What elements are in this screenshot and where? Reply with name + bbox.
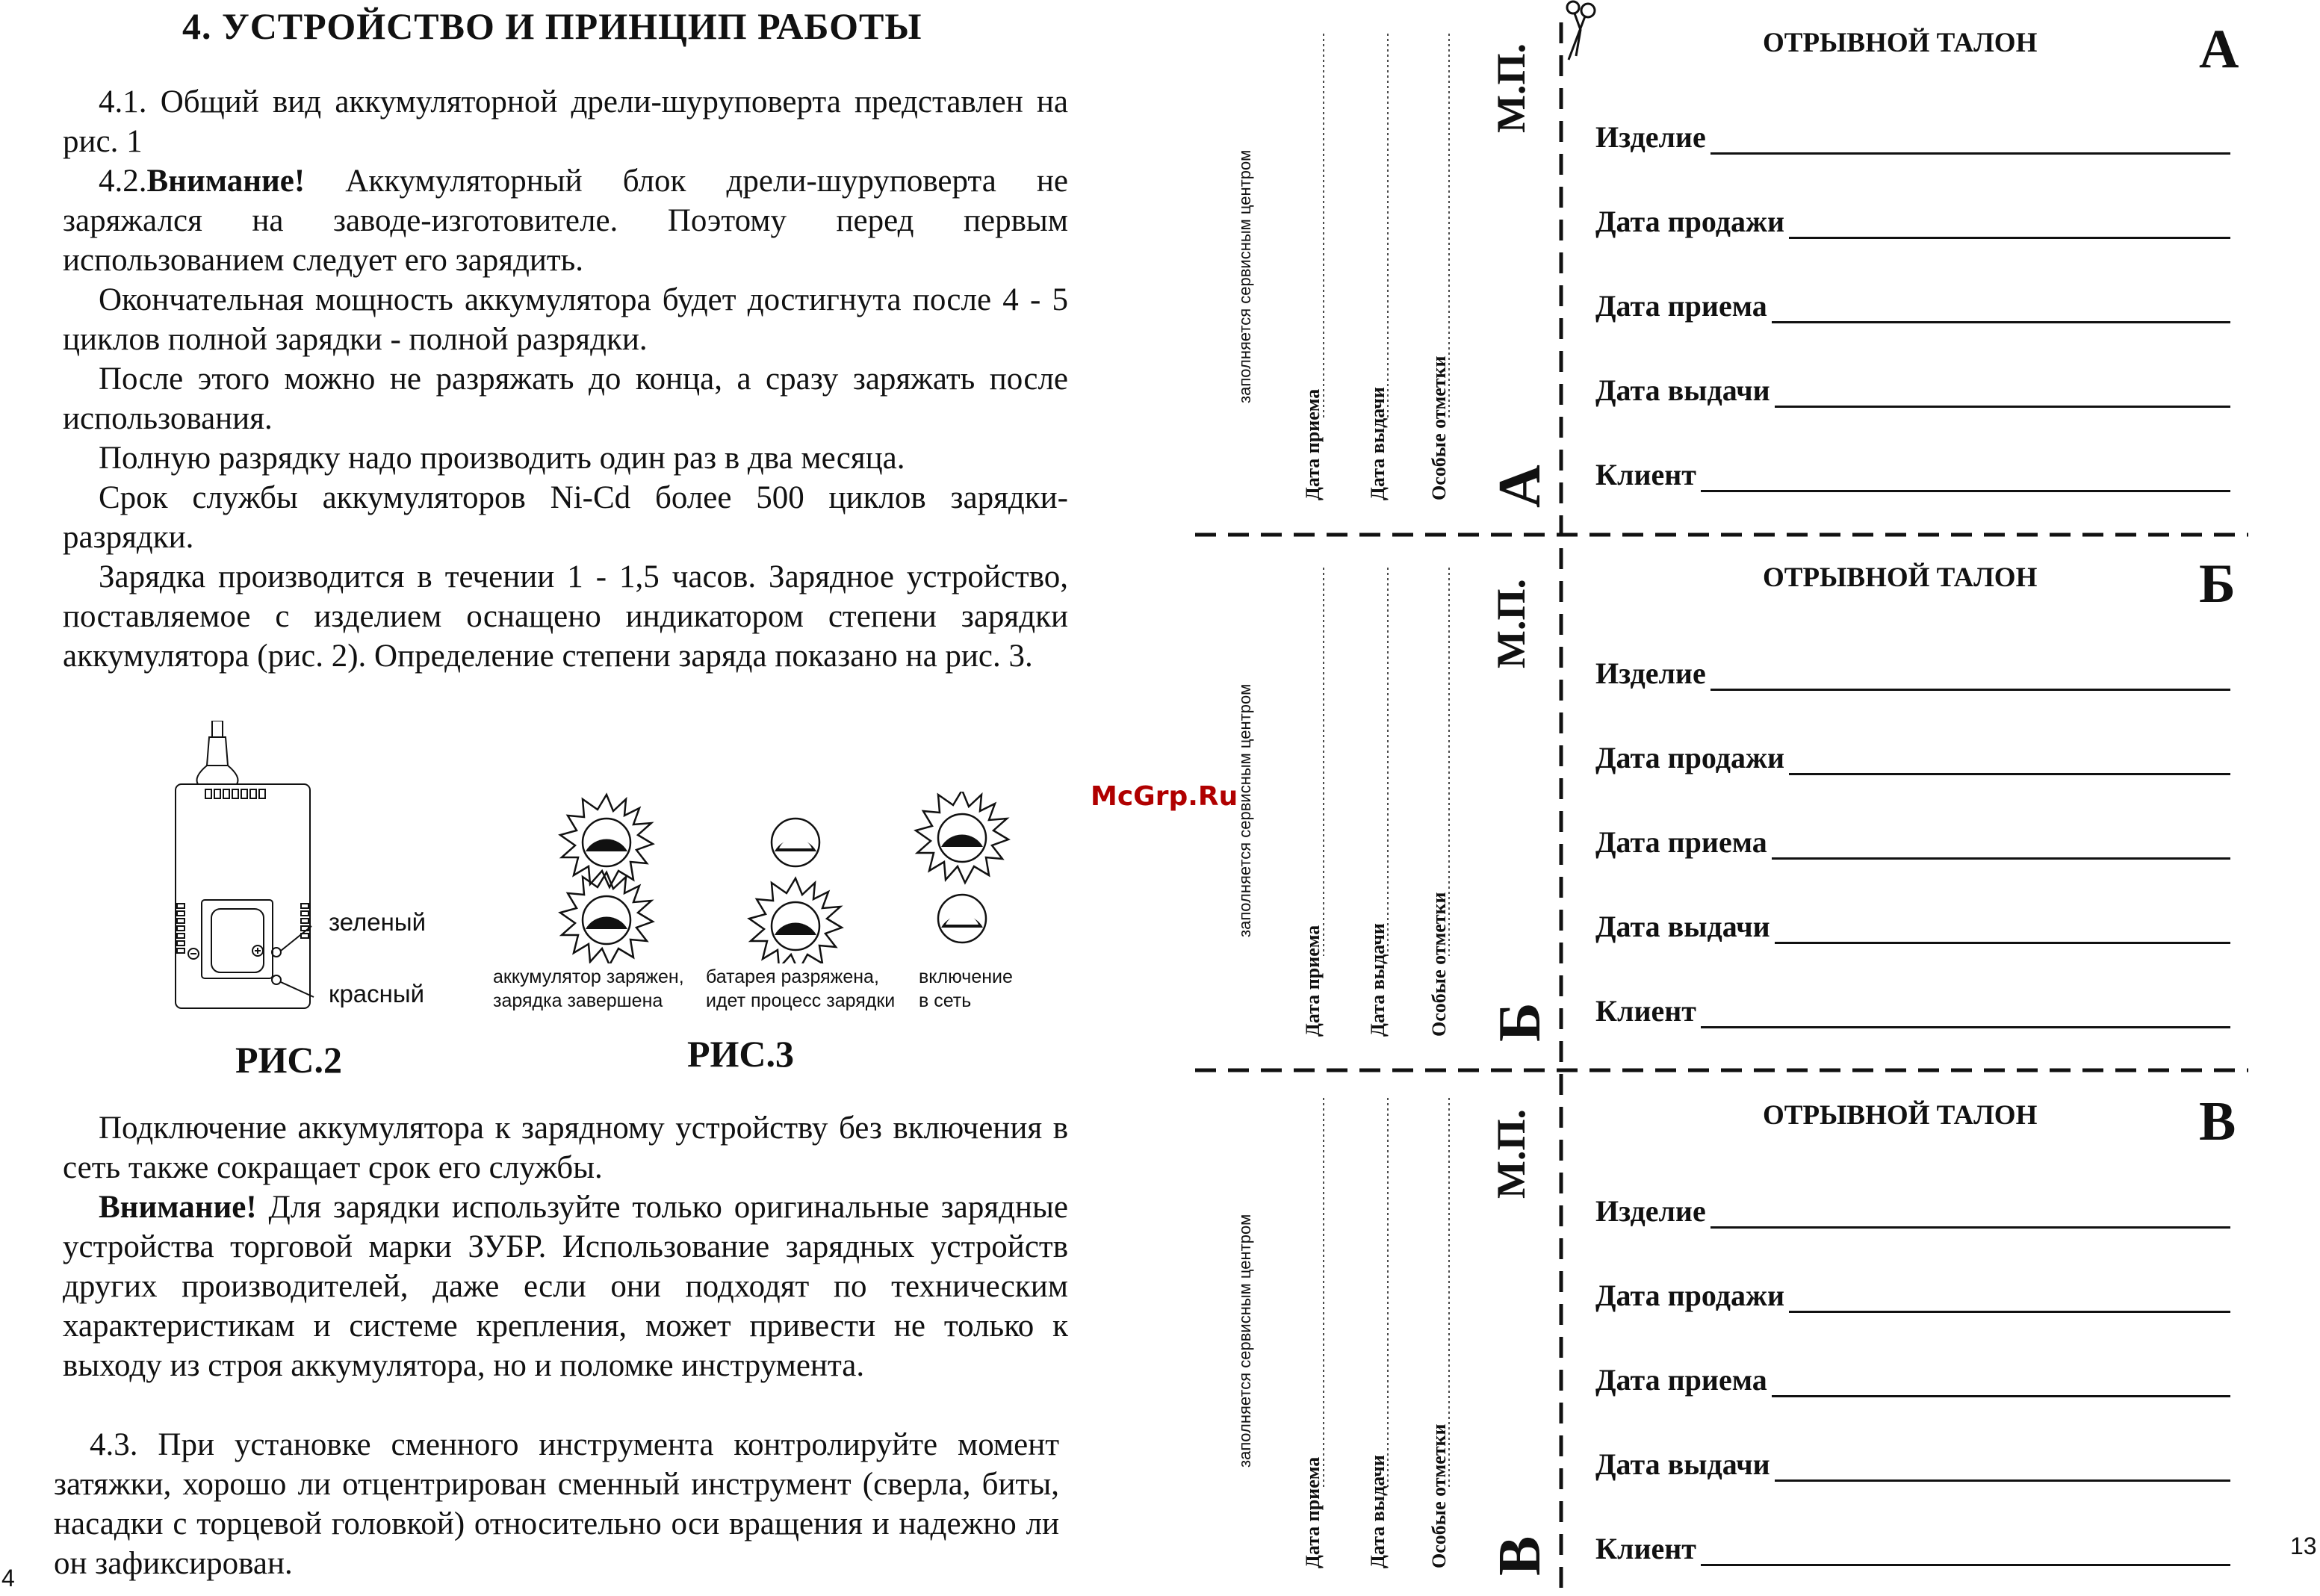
field-receive-date-b[interactable]: Дата приема bbox=[1595, 825, 2230, 860]
paragraph-4-1: 4.1. Общий вид аккумуляторной дрели-шуруповерта представлен на рис. 1 bbox=[63, 84, 1068, 159]
field-receive-date-a[interactable]: Дата приема bbox=[1595, 288, 2230, 323]
stub-letter-b: Б bbox=[1487, 1002, 1553, 1042]
field-issue-date-a[interactable]: Дата выдачи bbox=[1595, 373, 2230, 408]
stub-special-notes-v: Особые отметки bbox=[1428, 1423, 1450, 1568]
stub-date-received-b: Дата приема bbox=[1302, 925, 1324, 1037]
field-issue-date-v[interactable]: Дата выдачи bbox=[1595, 1447, 2230, 1482]
field-client-b[interactable]: Клиент bbox=[1595, 993, 2230, 1028]
page-number-right: 13 bbox=[2290, 1533, 2317, 1559]
watermark: McGrp.Ru bbox=[1091, 781, 1238, 812]
talon-letter-a: А bbox=[2199, 19, 2239, 80]
label-red: красный bbox=[329, 980, 425, 1007]
paragraph-full-discharge: Полную разрядку надо производить один раз в два месяца. bbox=[99, 441, 905, 476]
field-product-v[interactable]: Изделие bbox=[1595, 1193, 2230, 1229]
fig3-caption-charged: аккумулятор заряжен, зарядка завершена bbox=[493, 966, 684, 1011]
stamp-mp-v: М.П. bbox=[1489, 1109, 1533, 1199]
talon-header-v: ОТРЫВНОЙ ТАЛОН bbox=[1763, 1100, 2038, 1131]
stub-date-issued-a: Дата выдачи bbox=[1367, 387, 1389, 500]
stub-special-notes-b: Особые отметки bbox=[1428, 892, 1450, 1037]
stub-date-issued-v: Дата выдачи bbox=[1367, 1455, 1389, 1568]
stamp-mp-a: М.П. bbox=[1489, 43, 1533, 133]
stub-letter-v: В bbox=[1487, 1536, 1553, 1576]
field-product-a[interactable]: Изделие bbox=[1595, 119, 2230, 155]
scissors-icon bbox=[1554, 0, 1606, 67]
stub-date-received-a: Дата приема bbox=[1302, 388, 1324, 500]
talon-header-a: ОТРЫВНОЙ ТАЛОН bbox=[1763, 28, 2038, 58]
stub-special-notes-a: Особые отметки bbox=[1428, 355, 1450, 500]
field-issue-date-b[interactable]: Дата выдачи bbox=[1595, 909, 2230, 944]
field-sale-date-v[interactable]: Дата продажи bbox=[1595, 1278, 2230, 1313]
page-number-left: 4 bbox=[1, 1565, 15, 1592]
talon-header-b: ОТРЫВНОЙ ТАЛОН bbox=[1763, 562, 2038, 593]
fig3-caption-charging: батарея разряжена, идет процесс зарядки bbox=[706, 966, 896, 1011]
stub-filled-by-b: заполняется сервисным центром bbox=[1235, 683, 1254, 937]
paragraph-warning: Внимание! Для зарядки используйте только оригинальные зарядные устройства торговой марки ЗУБР. Использование зарядных устройств других производителей, даже если они подходят по техническим характеристикам и системе крепления, может привести не только к выходу из строя аккумулятора, но и поломке инструмента. bbox=[63, 1190, 1068, 1383]
field-product-b[interactable]: Изделие bbox=[1595, 656, 2230, 691]
stamp-mp-b: М.П. bbox=[1489, 579, 1533, 668]
page-title: 4. УСТРОЙСТВО И ПРИНЦИП РАБОТЫ bbox=[182, 5, 922, 47]
stub-date-received-v: Дата приема bbox=[1302, 1456, 1324, 1568]
field-sale-date-b[interactable]: Дата продажи bbox=[1595, 740, 2230, 775]
label-green: зеленый bbox=[329, 908, 427, 936]
talon-letter-b: Б bbox=[2199, 553, 2236, 615]
fig3-title: РИС.3 bbox=[687, 1033, 795, 1075]
field-client-a[interactable]: Клиент bbox=[1595, 457, 2230, 492]
paragraph-4-2: 4.2.Внимание! Аккумуляторный блок дрели-шуруповерта не заряжался на заводе-изготовителе. Поэтому перед первым использованием следует его зарядить. bbox=[63, 164, 1068, 278]
paragraph-connection: Подключение аккумулятора к зарядному устройству без включения в сеть также сокращает срок его службы. bbox=[63, 1111, 1068, 1185]
talon-letter-v: В bbox=[2199, 1091, 2236, 1152]
stub-filled-by-a: заполняется сервисным центром bbox=[1235, 149, 1254, 403]
field-sale-date-a[interactable]: Дата продажи bbox=[1595, 204, 2230, 239]
field-receive-date-v[interactable]: Дата приема bbox=[1595, 1362, 2230, 1397]
fig3-caption-mains: включение в сеть bbox=[919, 966, 1013, 1011]
paragraph-charging-time: Зарядка производится в течении 1 - 1,5 часов. Зарядное устройство, поставляемое с изделием оснащено индикатором степени зарядки аккумулятора (рис. 2). Определение степени заряда показано на рис. 3. bbox=[63, 559, 1068, 674]
stub-letter-a: А bbox=[1487, 465, 1553, 508]
paragraph-power: Окончательная мощность аккумулятора будет достигнута после 4 - 5 циклов полной зарядки - полной разрядки. bbox=[63, 282, 1068, 357]
field-client-v[interactable]: Клиент bbox=[1595, 1531, 2230, 1566]
stub-filled-by-v: заполняется сервисным центром bbox=[1235, 1214, 1254, 1468]
fig2-title: РИС.2 bbox=[235, 1039, 343, 1081]
stub-date-issued-b: Дата выдачи bbox=[1367, 923, 1389, 1037]
paragraph-4-3: 4.3. При установке сменного инструмента контролируйте момент затяжки, хорошо ли отцентрирован сменный инструмент (сверла, биты, насадки с торцевой головкой) относительно оси вращения и надежно ли он зафиксирован. bbox=[54, 1427, 1059, 1581]
paragraph-lifetime: Срок службы аккумуляторов Ni-Cd более 500 циклов зарядки-разрядки. bbox=[63, 480, 1068, 555]
paragraph-recharge: После этого можно не разряжать до конца, а сразу заряжать после использования. bbox=[63, 361, 1068, 436]
